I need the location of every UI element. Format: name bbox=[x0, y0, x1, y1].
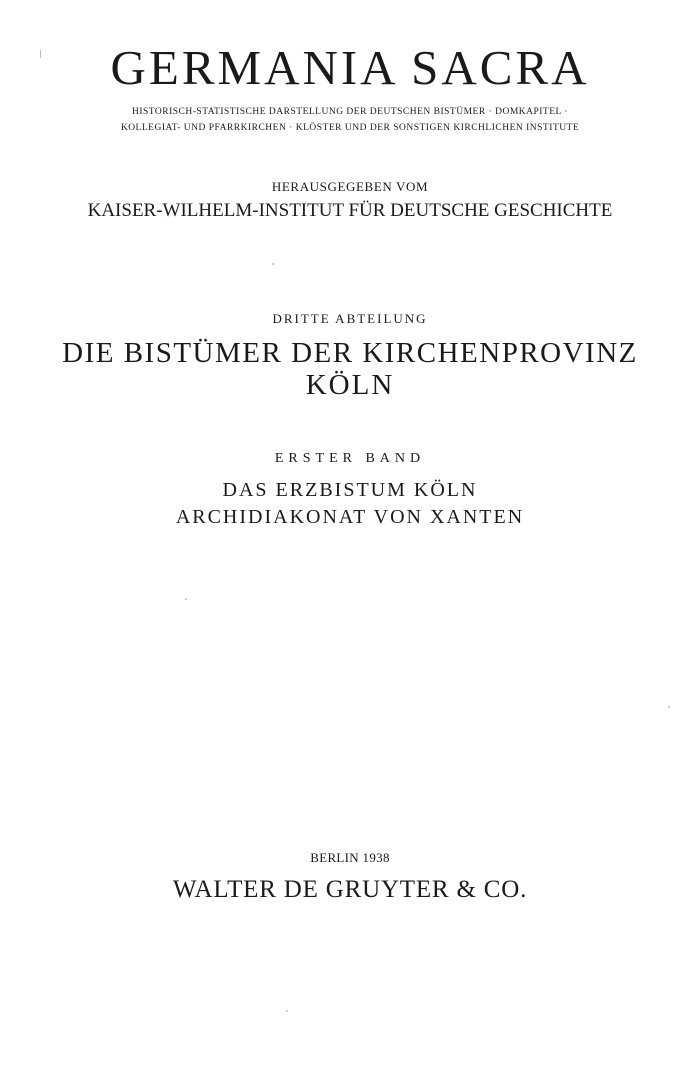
editor-intro: HERAUSGEGEBEN VOM bbox=[271, 179, 429, 194]
paper-speck bbox=[40, 50, 41, 58]
paper-speck bbox=[668, 706, 670, 708]
imprint-place-year: BERLIN 1938 bbox=[310, 850, 390, 865]
subtitle-line-1: HISTORISCH-STATISTISCHE DARSTELLUNG DER DEUTSCHEN BISTÜMER · DOMKAPITEL · bbox=[131, 107, 569, 117]
division-title-line-1: DIE BISTÜMER DER KIRCHENPROVINZ bbox=[62, 337, 638, 369]
book-title: GERMANIA SACRA bbox=[110, 40, 590, 95]
paper-speck bbox=[272, 263, 274, 265]
division-label: DRITTE ABTEILUNG bbox=[272, 311, 428, 326]
editor-name: KAISER-WILHELM-INSTITUT FÜR DEUTSCHE GESCHICHTE bbox=[87, 200, 613, 221]
volume-title-line-1: DAS ERZBISTUM KÖLN bbox=[222, 479, 478, 501]
division-title-line-2: KÖLN bbox=[305, 369, 395, 401]
volume-title-line-2: ARCHIDIAKONAT VON XANTEN bbox=[175, 506, 525, 528]
paper-speck bbox=[286, 1010, 288, 1012]
volume-label: ERSTER BAND bbox=[274, 451, 426, 466]
publisher-name: WALTER DE GRUYTER & CO. bbox=[172, 876, 528, 903]
paper-speck bbox=[185, 598, 187, 600]
subtitle-line-2: KOLLEGIAT- UND PFARRKIRCHEN · KLÖSTER UND DER SONSTIGEN KIRCHLICHEN INSTITUTE bbox=[120, 123, 580, 133]
